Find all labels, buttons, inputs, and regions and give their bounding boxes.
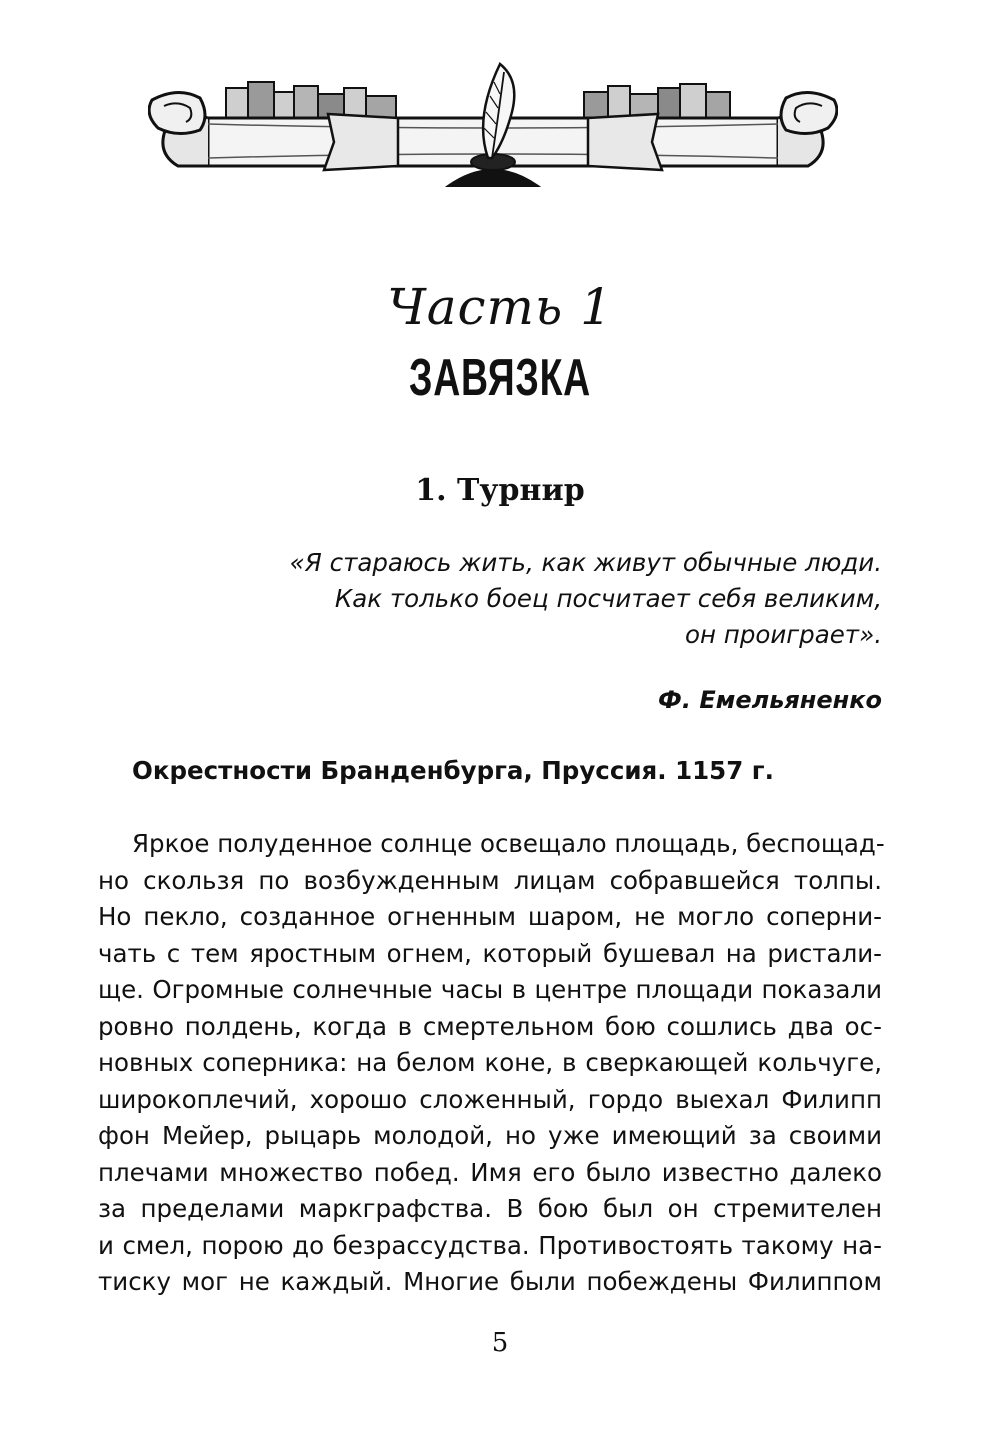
body-line: и смел, порою до безрассудства. Противостоять такому на- [98, 1230, 882, 1260]
body-line: ровно полдень, когда в смертельном бою сошлись два ос- [98, 1011, 882, 1041]
epigraph-line: он проиграет». [685, 620, 882, 649]
body-line: Но пекло, созданное огненным шаром, не могло соперни- [98, 902, 882, 931]
location-heading: Окрестности Бранденбурга, Пруссия. 1157 г. [132, 756, 774, 785]
epigraph-line: Как только боец посчитает себя великим, [334, 584, 882, 613]
epigraph-author: Ф. Емельяненко [658, 686, 882, 714]
header-ornament-icon [148, 58, 838, 188]
body-line: ще. Огромные солнечные часы в центре площади показали [98, 975, 882, 1004]
body-line: за пределами маркграфства. В бою был он стремителен [98, 1194, 882, 1223]
body-line: тиску мог не каждый. Многие были побеждены Филиппом [98, 1267, 882, 1296]
body-line: Яркое полуденное солнце освещало площадь, беспощад- [132, 829, 885, 858]
body-line: широкоплечий, хорошо сложенный, гордо выехал Филипп [98, 1084, 882, 1114]
body-line: но скользя по возбужденным лицам собравшейся толпы. [98, 865, 882, 895]
epigraph-line: «Я стараюсь жить, как живут обычные люди. [289, 548, 882, 577]
body-line: новных соперника: на белом коне, в сверкающей кольчуге, [98, 1048, 882, 1077]
epigraph [242, 545, 882, 653]
part-title: Часть 1 [387, 278, 613, 336]
body-line: плечами множество побед. Имя его было известно далеко [98, 1157, 882, 1187]
body-line: фон Мейер, рыцарь молодой, но уже имеющий за своими [98, 1121, 882, 1150]
body-line: чать с тем яростным огнем, который бушевал на ристали- [98, 938, 882, 968]
page-number: 5 [491, 1328, 509, 1358]
chapter-title: 1. Турнир [415, 473, 585, 508]
part-subtitle: ЗАВЯЗКА [409, 349, 591, 407]
body-paragraph [98, 826, 885, 1301]
